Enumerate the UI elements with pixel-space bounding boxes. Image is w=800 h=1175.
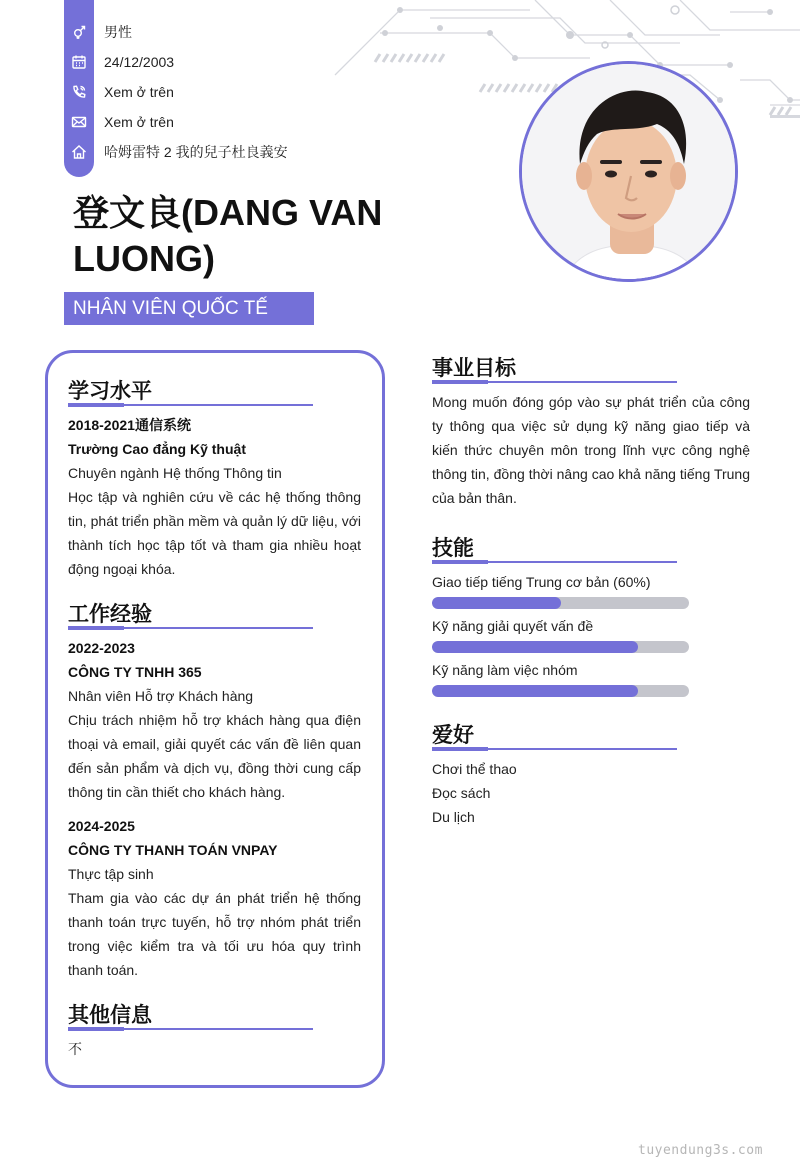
skill-label: Giao tiếp tiếng Trung cơ bản (60%): [432, 574, 651, 590]
other-info-divider: [68, 1028, 313, 1030]
watermark-text: tuyendung3s.com: [638, 1143, 763, 1158]
hobby-item: Đọc sách: [432, 785, 491, 801]
calendar-icon: [64, 47, 94, 77]
education-period: 2018-2021通信系统: [68, 417, 191, 433]
skill-bar-fill: [432, 641, 638, 653]
skill-bar-fill: [432, 685, 638, 697]
experience-divider: [68, 627, 313, 629]
skill-bar: [432, 597, 689, 609]
hobbies-heading: 爱好: [432, 724, 474, 747]
skills-heading: 技能: [432, 537, 474, 560]
job-description: Chịu trách nhiệm hỗ trợ khách hàng qua điện thoại và email, giải quyết các vấn đề liên quan đến sản phẩm và dịch vụ, đồng thời cung cấp thông tin cần thiết cho khách hàng.: [68, 712, 361, 800]
gender-value: 男性: [104, 24, 132, 40]
skills-divider: [432, 561, 677, 563]
education-school: Trường Cao đẳng Kỹ thuật: [68, 441, 246, 457]
job-role: Nhân viên Hỗ trợ Khách hàng: [68, 688, 254, 704]
job-description: Tham gia vào các dự án phát triển hệ thống thanh toán trực tuyến, hỗ trợ nhóm phát triển trong việc kiểm tra và tối ưu hóa quy trình thanh toán.: [68, 890, 361, 978]
job-company: CÔNG TY TNHH 365: [68, 664, 202, 680]
hobby-item: Du lịch: [432, 809, 475, 825]
objective-text: Mong muốn đóng góp vào sự phát triển của công ty thông qua việc sử dụng kỹ năng giao tiếp và kiến thức chuyên môn trong lĩnh vực công nghệ thông tin, đồng thời nâng cao khả năng tiếng Trung của bản thân.: [432, 394, 750, 506]
job-period: 2024-2025: [68, 818, 135, 834]
skill-bar: [432, 641, 689, 653]
education-description: Học tập và nghiên cứu về các hệ thống thông tin, phát triển phần mềm và quản lý dữ liệu, với thành tích học tập tốt và tham gia nhiều hoạt động ngoại khóa.: [68, 489, 361, 577]
home-icon: [64, 137, 94, 167]
hobbies-divider: [432, 748, 677, 750]
phone-icon: [64, 77, 94, 107]
education-divider: [68, 404, 313, 406]
skill-bar: [432, 685, 689, 697]
portrait-illustration: [522, 64, 738, 282]
other-info-heading: 其他信息: [68, 1004, 152, 1027]
address-row: [64, 137, 288, 167]
objective-heading: 事业目标: [432, 357, 516, 380]
education-major: Chuyên ngành Hệ thống Thông tin: [68, 465, 282, 481]
skill-label: Kỹ năng giải quyết vấn đề: [432, 618, 594, 634]
job-period: 2022-2023: [68, 640, 135, 656]
mail-icon: [64, 107, 94, 137]
skill-label: Kỹ năng làm việc nhóm: [432, 662, 578, 678]
job-title-band: NHÂN VIÊN QUỐC TẾ: [64, 292, 314, 325]
job-role: Thực tập sinh: [68, 866, 154, 882]
job-company: CÔNG TY THANH TOÁN VNPAY: [68, 842, 278, 858]
address-value: 哈姆雷特 2 我的兒子杜良義安: [104, 144, 288, 160]
email-row: [64, 107, 174, 137]
hobby-item: Chơi thể thao: [432, 761, 517, 777]
gender-row: [64, 17, 132, 47]
profile-photo: [519, 61, 738, 282]
email-value: Xem ở trên: [104, 114, 174, 130]
objective-divider: [432, 381, 677, 383]
candidate-name: 登文良(DANG VAN LUONG): [73, 192, 383, 279]
birthday-row: [64, 47, 174, 77]
experience-heading: 工作经验: [68, 603, 152, 626]
phone-row: [64, 77, 174, 107]
birthday-value: 24/12/2003: [104, 54, 175, 70]
gender-icon: [64, 17, 94, 47]
phone-value: Xem ở trên: [104, 84, 174, 100]
other-info-text: 不: [68, 1041, 82, 1057]
skill-bar-fill: [432, 597, 561, 609]
education-heading: 学习水平: [68, 380, 152, 403]
